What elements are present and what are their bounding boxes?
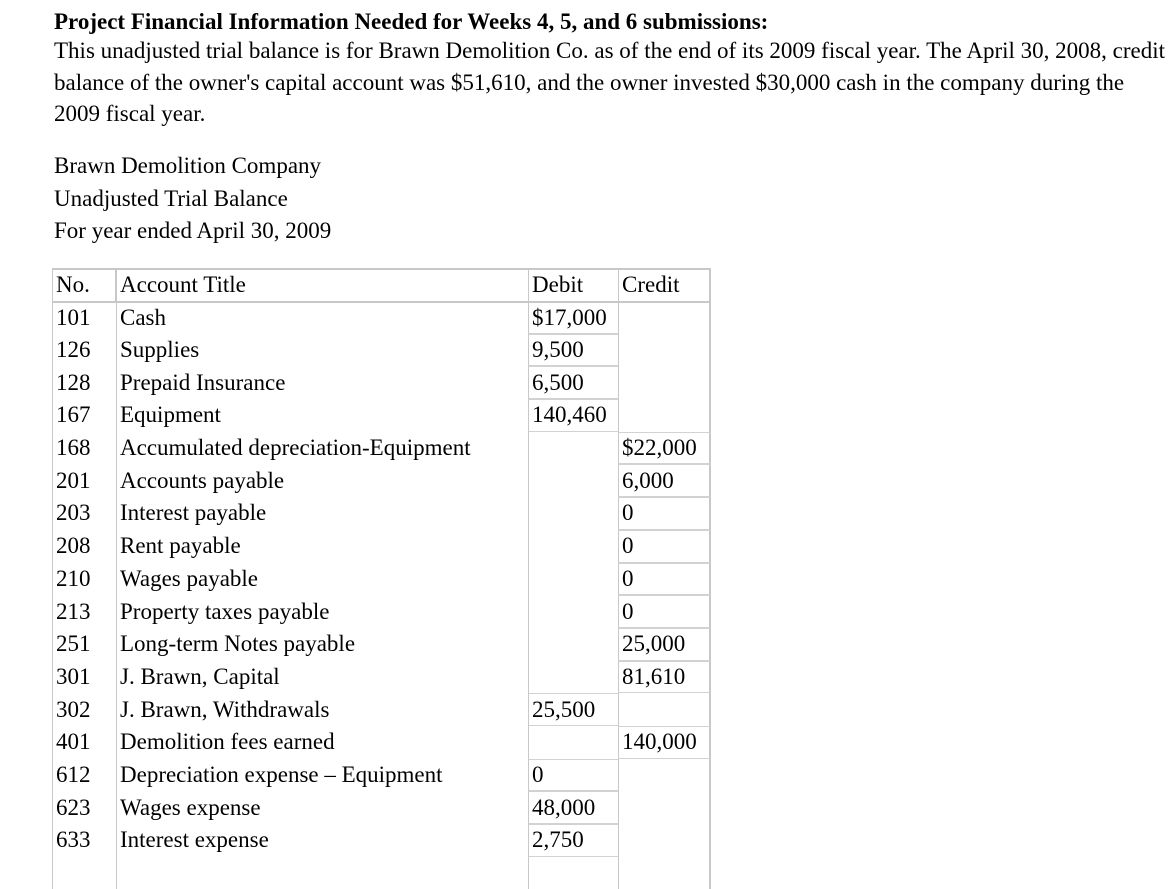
account-title: J. Brawn, Withdrawals — [116, 693, 528, 726]
account-number: 126 — [52, 334, 116, 367]
debit-amount — [528, 464, 618, 497]
table-row — [52, 661, 711, 694]
account-number: 167 — [52, 399, 116, 432]
account-number: 168 — [52, 432, 116, 465]
account-title: Prepaid Insurance — [116, 366, 528, 399]
header-no: No. — [52, 268, 116, 301]
account-number: 302 — [52, 693, 116, 726]
table-row — [52, 334, 711, 367]
account-title: Property taxes payable — [116, 595, 528, 628]
account-title: Demolition fees earned — [116, 726, 528, 759]
account-title: Interest payable — [116, 497, 528, 530]
table-row — [52, 399, 711, 432]
credit-amount: 0 — [618, 530, 711, 563]
credit-amount — [618, 334, 711, 367]
debit-amount — [528, 628, 618, 661]
account-number: 251 — [52, 628, 116, 661]
debit-amount: 140,460 — [528, 399, 618, 432]
account-title: Equipment — [116, 399, 528, 432]
table-row — [52, 432, 711, 465]
account-title: Supplies — [116, 334, 528, 367]
debit-amount — [528, 726, 618, 759]
table-row — [52, 366, 711, 399]
account-number: 633 — [52, 824, 116, 857]
account-title: Rent payable — [116, 530, 528, 563]
debit-amount — [528, 497, 618, 530]
table-row — [52, 759, 711, 792]
header-credit: Credit — [618, 268, 711, 301]
statement-title: Unadjusted Trial Balance — [54, 185, 288, 211]
credit-amount — [618, 301, 711, 334]
account-number: 612 — [52, 759, 116, 792]
credit-amount — [618, 857, 711, 889]
account-title: Wages payable — [116, 563, 528, 596]
account-number: 128 — [52, 366, 116, 399]
table-row — [52, 824, 711, 857]
debit-amount: 9,500 — [528, 334, 618, 367]
company-name: Brawn Demolition Company — [54, 153, 322, 178]
account-number: 213 — [52, 595, 116, 628]
table-row — [52, 563, 711, 596]
credit-amount: 25,000 — [618, 628, 711, 661]
credit-amount: 6,000 — [618, 464, 711, 497]
account-title: Accounts payable — [116, 464, 528, 497]
statement-header — [54, 150, 331, 248]
table-row — [52, 464, 711, 497]
table-row — [52, 628, 711, 661]
table-row — [52, 595, 711, 628]
document-heading: Project Financial Information Needed for Weeks 4, 5, and 6 submissions: — [54, 9, 769, 34]
credit-amount — [618, 399, 711, 432]
credit-amount — [618, 824, 711, 857]
account-number: 203 — [52, 497, 116, 530]
trial-balance-body — [52, 301, 711, 889]
account-title: Cash — [116, 301, 528, 334]
credit-amount — [618, 759, 711, 792]
credit-amount: $22,000 — [618, 432, 711, 465]
table-row — [52, 857, 711, 889]
debit-amount: 6,500 — [528, 366, 618, 399]
header-account-title: Account Title — [116, 268, 528, 301]
debit-amount: 25,500 — [528, 693, 618, 726]
trial-balance-table — [52, 268, 711, 889]
credit-amount: 0 — [618, 595, 711, 628]
account-title: Long-term Notes payable — [116, 628, 528, 661]
account-number — [52, 857, 116, 889]
account-number: 623 — [52, 791, 116, 824]
header-debit: Debit — [528, 268, 618, 301]
credit-amount: 0 — [618, 563, 711, 596]
credit-amount: 140,000 — [618, 726, 711, 759]
credit-amount: 0 — [618, 497, 711, 530]
table-row — [52, 791, 711, 824]
account-title: J. Brawn, Capital — [116, 661, 528, 694]
account-number: 101 — [52, 301, 116, 334]
intro-paragraph: This unadjusted trial balance is for Brawn Demolition Co. as of the end of its 2009 fiscal year. The April 30, 2008, credit balance of the owner's capital account was $51,610, and the owner invested $30,000 cash in the company during the 2009 fiscal year. — [54, 38, 1165, 126]
credit-amount — [618, 693, 711, 726]
debit-amount — [528, 595, 618, 628]
account-title: Accumulated depreciation-Equipment — [116, 432, 528, 465]
table-row — [52, 530, 711, 563]
debit-amount — [528, 857, 618, 889]
statement-period: For year ended April 30, 2009 — [54, 218, 332, 243]
account-title: Depreciation expense – Equipment — [116, 759, 528, 792]
credit-amount — [618, 791, 711, 824]
account-number: 301 — [52, 661, 116, 694]
account-title: Wages expense — [116, 791, 528, 824]
debit-amount: 48,000 — [528, 791, 618, 824]
table-row — [52, 726, 711, 759]
account-number: 201 — [52, 464, 116, 497]
account-number: 208 — [52, 530, 116, 563]
debit-amount: 2,750 — [528, 824, 618, 857]
debit-amount — [528, 530, 618, 563]
debit-amount — [528, 432, 618, 465]
account-title — [116, 857, 528, 889]
account-number: 210 — [52, 563, 116, 596]
account-number: 401 — [52, 726, 116, 759]
table-row — [52, 497, 711, 530]
debit-amount — [528, 661, 618, 694]
debit-amount: $17,000 — [528, 301, 618, 334]
credit-amount: 81,610 — [618, 661, 711, 694]
table-row — [52, 693, 711, 726]
credit-amount — [618, 366, 711, 399]
debit-amount — [528, 563, 618, 596]
debit-amount: 0 — [528, 759, 618, 792]
table-header-row — [52, 268, 711, 301]
table-row — [52, 301, 711, 334]
account-title: Interest expense — [116, 824, 528, 857]
